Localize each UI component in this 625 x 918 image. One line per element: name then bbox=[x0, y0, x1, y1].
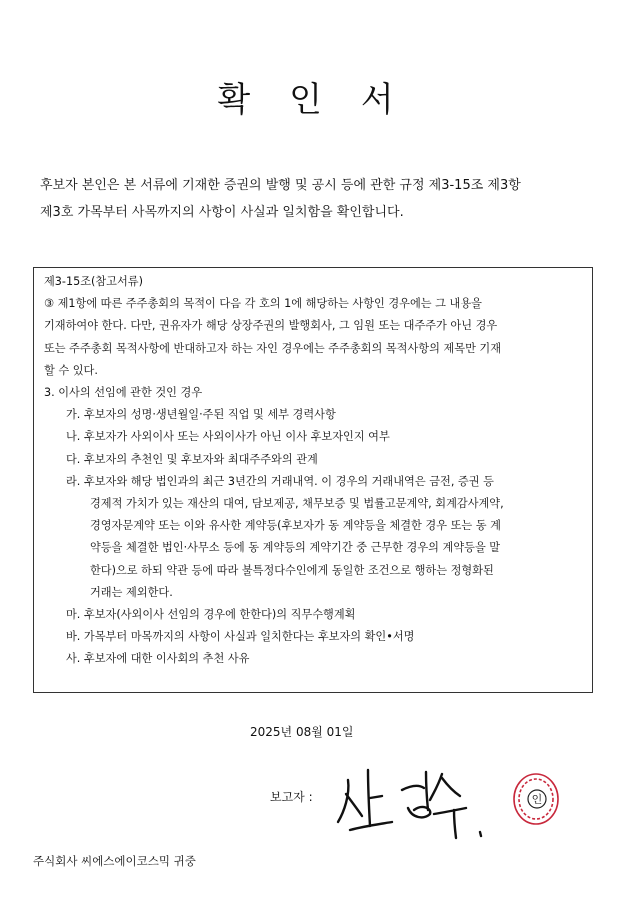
reference-line: 가. 후보자의 성명·생년월일·주된 직업 및 세부 경력사항 bbox=[66, 408, 336, 422]
addressee: 주식회사 씨에스에이코스믹 귀중 bbox=[33, 854, 196, 868]
handwritten-signature bbox=[330, 760, 500, 845]
reference-heading: 제3-15조(참고서류) bbox=[44, 275, 143, 288]
reference-line: 경영자문계약 또는 이와 유사한 계약등(후보자가 동 계약등을 체결한 경우 또는 동 계 bbox=[90, 519, 501, 533]
reference-line: 라. 후보자와 해당 법인과의 최근 3년간의 거래내역. 이 경우의 거래내역은 금전, 증권 등 bbox=[66, 474, 494, 488]
reference-line: 다. 후보자의 추천인 및 후보자와 최대주주와의 관계 bbox=[66, 452, 318, 466]
official-seal-stamp bbox=[510, 770, 562, 828]
reference-line: 마. 후보자(사외이사 선임의 경우에 한한다)의 직무수행계획 bbox=[66, 608, 356, 622]
reference-line: 한다)으로 하되 약관 등에 따라 불특정다수인에게 동일한 조건으로 행하는 정형화된 bbox=[90, 563, 494, 577]
seal-text: 인 bbox=[531, 793, 543, 806]
reference-line: 기재하여야 한다. 다만, 권유자가 해당 상장주권의 발행회사, 그 임원 또는 대주주가 아닌 경우 bbox=[44, 319, 498, 333]
reference-line: 거래는 제외한다. bbox=[90, 585, 173, 599]
intro-line: 후보자 본인은 본 서류에 기재한 증권의 발행 및 공시 등에 관한 규정 제3-15조 제3항 bbox=[40, 178, 521, 193]
intro-paragraph bbox=[40, 172, 595, 226]
reference-regulation-box bbox=[33, 267, 593, 693]
reference-line: 할 수 있다. bbox=[44, 363, 98, 377]
document-title: 확 인 서 bbox=[217, 80, 408, 120]
reference-line: 또는 주주총회 목적사항에 반대하고자 하는 자인 경우에는 주주총회의 목적사항의 제목만 기재 bbox=[44, 341, 502, 355]
reference-line: 나. 후보자가 사외이사 또는 사외이사가 아닌 이사 후보자인지 여부 bbox=[66, 430, 390, 444]
reference-line: ③ 제1항에 따른 주주총회의 목적이 다음 각 호의 1에 해당하는 사항인 경우에는 그 내용을 bbox=[44, 297, 482, 311]
reference-line: 사. 후보자에 대한 이사회의 추천 사유 bbox=[66, 652, 250, 666]
reference-line: 약등을 체결한 법인·사무소 등에 동 계약등의 계약기간 중 근무한 경우의 계약등을 말 bbox=[90, 541, 501, 555]
document-date: 2025년 08월 01일 bbox=[250, 725, 354, 739]
reference-line: 3. 이사의 선임에 관한 것인 경우 bbox=[44, 386, 203, 400]
reporter-label: 보고자 : bbox=[270, 790, 313, 804]
reference-line: 바. 가목부터 마목까지의 사항이 사실과 일치한다는 후보자의 확인•서명 bbox=[66, 630, 415, 644]
intro-line: 제3호 가목부터 사목까지의 사항이 사실과 일치함을 확인합니다. bbox=[40, 205, 404, 220]
reference-line: 경제적 가치가 있는 재산의 대여, 담보제공, 채무보증 및 법률고문계약, 회계감사계약, bbox=[90, 497, 504, 511]
